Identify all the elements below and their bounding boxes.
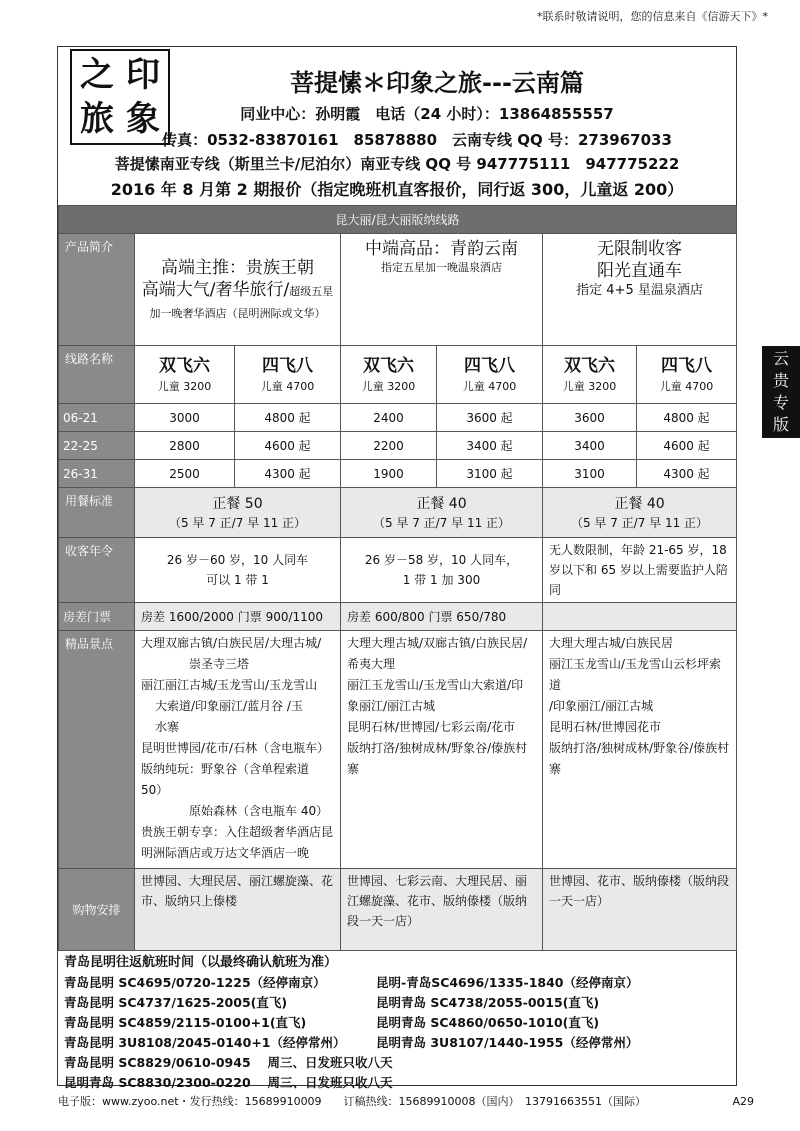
issue-line: 2016 年 8 月第 2 期报价（指定晚班机直客报价，同行返 300，儿童返 200） — [110, 180, 684, 199]
route-type: 四飞八 儿童 4700 — [437, 346, 543, 404]
logo-char: 象 — [126, 99, 160, 139]
label-intro: 产品简介 — [59, 234, 135, 346]
room-cell: 房差 600/800 门票 650/780 — [341, 603, 543, 631]
spots-col-1: 大理双廊古镇/白族民居/大理古城/ 崇圣寺三塔 丽江丽江古城/玉龙雪山/玉龙雪山 大索道/印象丽江/蓝月谷 /玉 水寨 昆明世博园/花市/石林（含电瓶车） 版纳纯玩：野象谷（含单程索道 50） 原始森林（含电瓶车 40） 贵族王朝专享：入住超级奢华酒店昆明洲际酒店或万达文华酒店一晚 — [135, 631, 341, 869]
shopping-cell: 世博园、七彩云南、大理民居、丽江螺旋藻、花市、版纳傣楼（版纳段一天一店） — [341, 869, 543, 951]
product-1-subtitle: 高端大气/奢华旅行/ — [141, 279, 290, 300]
price-cell: 4300 起 — [235, 460, 341, 488]
route-type: 双飞六 儿童 3200 — [135, 346, 235, 404]
header — [58, 47, 736, 205]
label-spots: 精品景点 — [59, 631, 135, 869]
shopping-cell: 世博园、花市、版纳傣楼（版纳段一天一店） — [543, 869, 737, 951]
source-note: *联系时敬请说明，您的信息来自《信游天下》* — [537, 10, 768, 23]
price-cell: 3600 起 — [437, 404, 543, 432]
flight-row: 青岛昆明 SC4859/2115-0100+1(直飞) 昆明青岛 SC4860/0650-1010(直飞) — [64, 1015, 600, 1030]
flight-row: 青岛昆明 SC8829/0610-0945 周三、日发班只收八天 — [64, 1055, 393, 1070]
logo-char: 旅 — [80, 99, 114, 139]
price-cell: 4800 起 — [637, 404, 737, 432]
label-meal: 用餐标准 — [59, 488, 135, 538]
footer: 电子版：www.zyoo.net・发行热线：15689910009 订稿热线：15689910008（国内） 13791663551（国际） — [58, 1095, 647, 1108]
age-cell: 26 岁－58 岁，10 人同车， 1 带 1 加 300 — [341, 538, 543, 603]
label-shopping: 购物安排 — [59, 869, 135, 951]
fax-line: 传真：0532-83870161 85878880 云南专线 QQ 号：273967033 — [162, 131, 672, 149]
room-cell — [543, 603, 737, 631]
shopping-cell: 世博园、大理民居、丽江螺旋藻、花市、版纳只上傣楼 — [135, 869, 341, 951]
age-cell: 无人数限制，年龄 21-65 岁，18 岁以下和 65 岁以上需要监护人陪同 — [543, 538, 737, 603]
product-2-note: 指定五星加一晚温泉酒店 — [381, 261, 502, 274]
product-1-title: 高端主推：贵族王朝 — [161, 257, 314, 278]
price-cell: 4800 起 — [235, 404, 341, 432]
route-table — [58, 205, 737, 951]
south-asia-line: 菩提愫南亚专线（斯里兰卡/尼泊尔）南亚专线 QQ 号 947775111 947775222 — [114, 155, 680, 173]
route-type: 四飞八 儿童 4700 — [235, 346, 341, 404]
price-cell: 3600 — [543, 404, 637, 432]
price-cell: 4300 起 — [637, 460, 737, 488]
logo-char: 印 — [126, 55, 160, 95]
spots-col-2: 大理大理古城/双廊古镇/白族民居/ 希夷大理 丽江玉龙雪山/玉龙雪山大索道/印 象丽江/丽江古城 昆明石林/世博园/七彩云南/花市 版纳打洛/独树成林/野象谷/傣族村 寨 — [341, 631, 543, 869]
contact-line: 同业中心：孙明霞 电话（24 小时）：13864855557 — [240, 105, 614, 123]
flight-heading: 青岛昆明往返航班时间（以最终确认航班为准） — [64, 955, 338, 970]
label-room: 房差门票 — [59, 603, 135, 631]
product-3 — [543, 234, 737, 346]
flight-row: 昆明青岛 SC8830/2300-0220 周三、日发班只收八天 — [64, 1075, 393, 1090]
price-cell: 4600 起 — [637, 432, 737, 460]
product-2 — [341, 234, 543, 346]
page-number: A29 — [732, 1095, 754, 1108]
route-type: 四飞八 儿童 4700 — [637, 346, 737, 404]
price-cell: 3100 起 — [437, 460, 543, 488]
price-cell: 2800 — [135, 432, 235, 460]
price-cell: 3400 — [543, 432, 637, 460]
product-3-subtitle: 阳光直通车 — [597, 261, 683, 281]
product-1 — [135, 234, 341, 346]
meal-cell: 正餐 40 （5 早 7 正/7 早 11 正） — [543, 488, 737, 538]
meal-cell: 正餐 40 （5 早 7 正/7 早 11 正） — [341, 488, 543, 538]
age-cell: 26 岁－60 岁，10 人同车 可以 1 带 1 — [135, 538, 341, 603]
route-type: 双飞六 儿童 3200 — [543, 346, 637, 404]
route-banner: 昆大丽/昆大丽版纳线路 — [59, 206, 737, 234]
price-cell: 3400 起 — [437, 432, 543, 460]
price-date: 26-31 — [59, 460, 135, 488]
room-cell: 房差 1600/2000 门票 900/1100 — [135, 603, 341, 631]
product-2-title: 中端高品：青韵云南 — [365, 239, 518, 259]
spots-col-3: 大理大理古城/白族民居 丽江玉龙雪山/玉龙雪山云杉坪索道 /印象丽江/丽江古城 昆明石林/世博园花市 版纳打洛/独树成林/野象谷/傣族村 寨 — [543, 631, 737, 869]
meal-cell: 正餐 50 （5 早 7 正/7 早 11 正） — [135, 488, 341, 538]
flight-row: 青岛昆明 3U8108/2045-0140+1（经停常州） 昆明青岛 3U8107/1440-1955（经停常州） — [64, 1035, 639, 1050]
section-tab: 云 贵 专 版 — [762, 346, 800, 438]
price-cell: 3100 — [543, 460, 637, 488]
flight-schedule — [64, 953, 734, 1093]
product-3-note: 指定 4+5 星温泉酒店 — [576, 283, 703, 298]
label-line-name: 线路名称 — [59, 346, 135, 404]
route-type: 双飞六 儿童 3200 — [341, 346, 437, 404]
logo-char: 之 — [80, 55, 114, 95]
price-cell: 2400 — [341, 404, 437, 432]
price-cell: 1900 — [341, 460, 437, 488]
price-cell: 2200 — [341, 432, 437, 460]
product-3-title: 无限制收客 — [597, 239, 683, 259]
price-cell: 4600 起 — [235, 432, 341, 460]
flight-row: 青岛昆明 SC4737/1625-2005(直飞) 昆明青岛 SC4738/2055-0015(直飞) — [64, 995, 600, 1010]
page-title: 菩提愫＊印象之旅---云南篇 — [290, 69, 584, 97]
page-frame — [57, 46, 737, 1090]
price-date: 06-21 — [59, 404, 135, 432]
flight-row: 青岛昆明 SC4695/0720-1225（经停南京） 昆明-青岛SC4696/1335-1840（经停南京） — [64, 975, 639, 990]
product-1-note: 超级五星加一晚奢华酒店（昆明洲际或文华） — [149, 284, 334, 320]
label-age: 收客年令 — [59, 538, 135, 603]
price-date: 22-25 — [59, 432, 135, 460]
price-cell: 2500 — [135, 460, 235, 488]
price-cell: 3000 — [135, 404, 235, 432]
